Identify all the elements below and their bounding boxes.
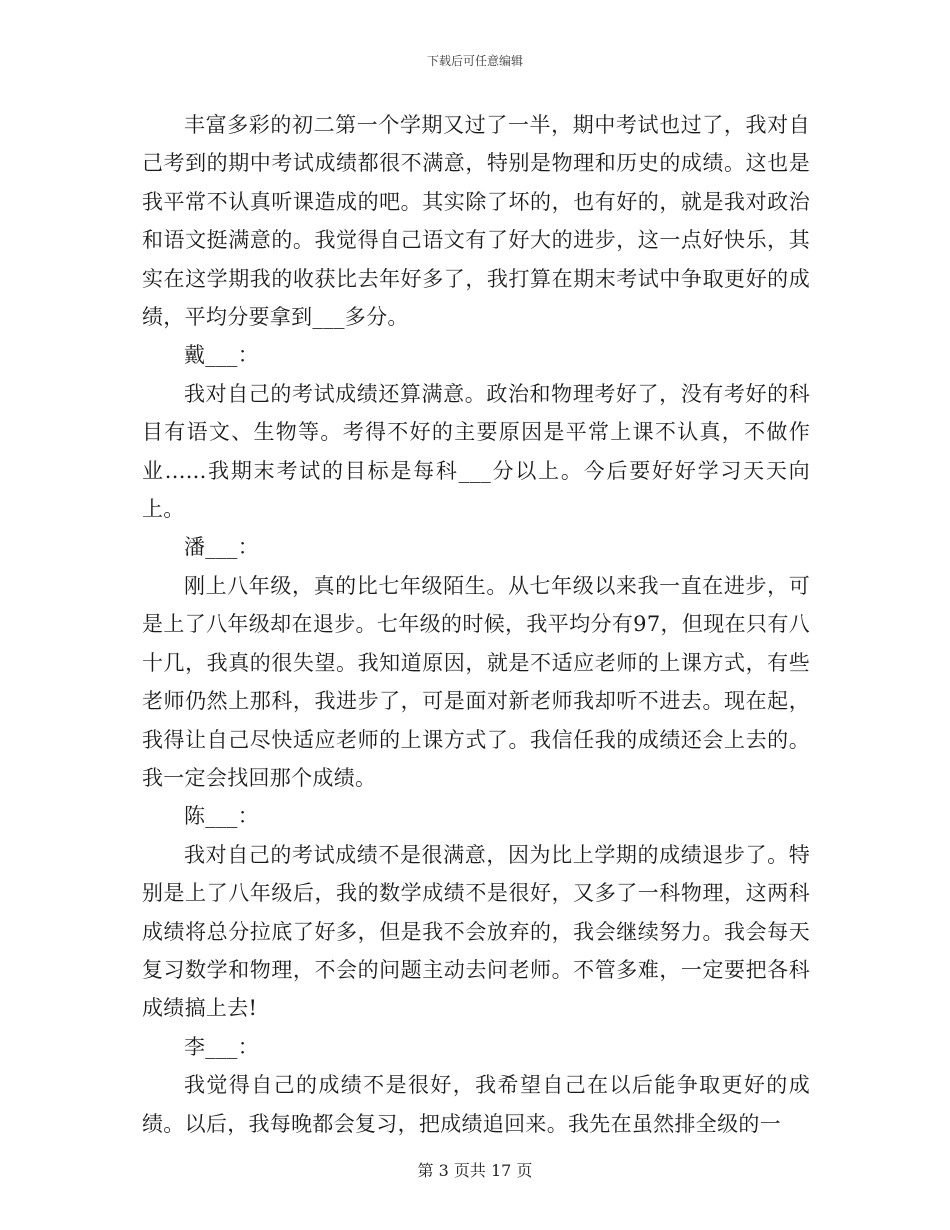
paragraph-chen: 我对自己的考试成绩不是很满意，因为比上学期的成绩退步了。特别是上了八年级后，我的数学成绩不是很好，又多了一科物理，这两科成绩将总分拉底了好多，但是我不会放弃的，我会继续努力。我会每天复习数学和物理，不会的问题主动去问老师。不管多难，一定要把各科成绩搞上去! [142, 842, 810, 1021]
paragraph-pan: 刚上八年级，真的比七年级陌生。从七年级以来我一直在进步，可是上了八年级却在退步。七年级的时候，我平均分有97，但现在只有八十几，我真的很失望。我知道原因，就是不适应老师的上课方式，有些老师仍然上那科，我进步了，可是面对新老师我却听不进去。现在起，我得让自己尽快适应老师的上课方式了。我信任我的成绩还会上去的。我一定会找回那个成绩。 [142, 573, 810, 790]
document-body [142, 106, 810, 1143]
page-header: 下载后可任意编辑 [426, 54, 523, 68]
page-footer: 第 3 页共 17 页 [417, 1161, 533, 1180]
student-name-dai: 戴___： [184, 343, 259, 368]
student-name-pan: 潘___： [184, 535, 259, 560]
student-name-li: 李___： [184, 1034, 259, 1059]
paragraph-li: 我觉得自己的成绩不是很好，我希望自己在以后能争取更好的成绩。以后，我每晚都会复习，把成绩追回来。我先在虽然排全级的一 [142, 1073, 810, 1136]
paragraph-intro: 丰富多彩的初二第一个学期又过了一半，期中考试也过了，我对自己考到的期中考试成绩都很不满意，特别是物理和历史的成绩。这也是我平常不认真听课造成的吧。其实除了坏的，也有好的，就是我对政治和语文挺满意的。我觉得自己语文有了好大的进步，这一点好快乐，其实在这学期我的收获比去年好多了，我打算在期末考试中争取更好的成绩，平均分要拿到___多分。 [142, 113, 810, 330]
paragraph-dai: 我对自己的考试成绩还算满意。政治和物理考好了，没有考好的科目有语文、生物等。考得不好的主要原因是平常上课不认真，不做作业......我期末考试的目标是每科___分以上。今后要好好学习天天向上。 [142, 381, 810, 522]
student-name-chen: 陈___： [184, 804, 259, 829]
